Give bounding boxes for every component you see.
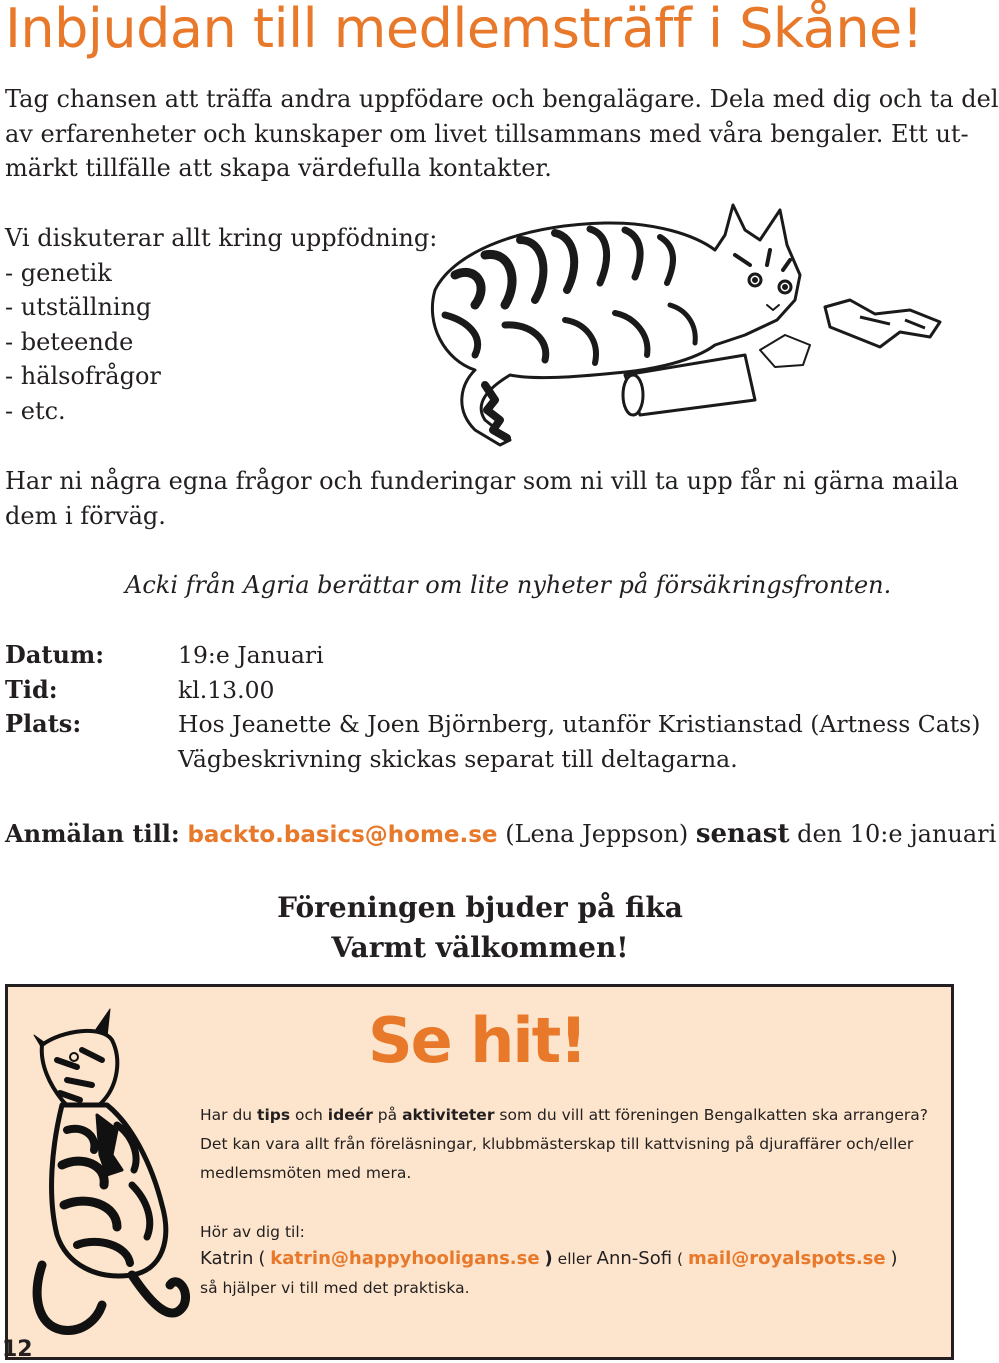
place-note-row xyxy=(5,742,960,777)
signup-contact: (Lena Jeppson) xyxy=(505,820,689,848)
page-title: Inbjudan till medlemsträff i Skåne! xyxy=(5,0,923,60)
paren-close: ) xyxy=(544,1248,553,1269)
questions-paragraph xyxy=(5,464,959,533)
paper-scrap-icon xyxy=(820,292,950,362)
or-text: eller xyxy=(557,1250,592,1268)
signup-email-link[interactable]: backto.basics@home.se xyxy=(187,822,498,848)
tips-text: på xyxy=(372,1106,403,1124)
se-hit-headline: Se hit! xyxy=(368,1004,586,1077)
signup-line xyxy=(5,816,996,853)
topics-heading: Vi diskuterar allt kring uppfödning: xyxy=(5,224,438,252)
intro-line: märkt tillfälle att skapa värdefulla kontakter. xyxy=(5,154,552,182)
contact-closing: så hjälper vi till med det praktiska. xyxy=(200,1279,470,1297)
tips-text: som du vill att föreningen Bengalkatten ska arrangera? xyxy=(494,1106,929,1124)
tips-text: Har du xyxy=(200,1106,258,1124)
closing-line-2: Varmt välkommen! xyxy=(331,931,629,964)
contact1-email-link[interactable]: katrin@happyhooligans.se xyxy=(270,1248,540,1269)
tips-text: och xyxy=(290,1106,328,1124)
questions-line: Har ni några egna frågor och funderingar som ni vill ta upp får ni gärna maila xyxy=(5,467,959,495)
topic-item: - hälsofrågor xyxy=(5,362,161,390)
tips-line-3: medlemsmöten med mera. xyxy=(200,1164,412,1182)
contact2-email-link[interactable]: mail@royalspots.se xyxy=(688,1248,886,1269)
closing-line-1: Föreningen bjuder på fika xyxy=(277,891,683,924)
time-label: Tid: xyxy=(5,674,58,704)
topic-item: - utställning xyxy=(5,293,152,321)
time-value: kl.13.00 xyxy=(178,675,275,704)
paren-open: ( xyxy=(677,1250,684,1268)
questions-line: dem i förväg. xyxy=(5,501,166,530)
place-label: Plats: xyxy=(5,709,82,738)
activities-bold: aktiviteter xyxy=(402,1106,495,1124)
closing-message xyxy=(0,888,960,968)
date-label: Datum: xyxy=(5,640,105,669)
contact-line xyxy=(200,1244,898,1274)
paren-close: ) xyxy=(890,1248,898,1269)
contact-intro: Hör av dig til: xyxy=(200,1223,305,1241)
topics-list xyxy=(5,221,438,428)
place-value: Hos Jeanette & Joen Björnberg, utanför Kristianstad (Artness Cats) xyxy=(178,710,981,738)
tips-bold: tips xyxy=(257,1106,291,1124)
place-row xyxy=(5,707,981,742)
agria-note: Acki från Agria berättar om lite nyheter på försäkringsfronten. xyxy=(125,571,892,599)
tips-line-2: Det kan vara allt från föreläsningar, klubbmästerskap till kattvisning på djuraffärer och/eller xyxy=(200,1135,914,1153)
cat-illustration xyxy=(415,195,815,455)
ideas-bold: ideér xyxy=(327,1106,373,1124)
intro-line: av erfarenheter och kunskaper om livet tillsammans med våra bengaler. Ett ut- xyxy=(5,119,969,148)
topic-item: - etc. xyxy=(5,396,66,425)
topic-item: - genetik xyxy=(5,258,112,287)
intro-paragraph xyxy=(5,82,999,186)
signup-label: Anmälan till: xyxy=(5,819,180,848)
contact1-name: Katrin xyxy=(200,1248,254,1269)
date-value: 19:e Januari xyxy=(178,641,324,669)
tribal-cat-illustration xyxy=(22,1005,192,1340)
topic-item: - beteende xyxy=(5,327,134,356)
tips-line-1 xyxy=(200,1101,928,1130)
event-details xyxy=(5,638,981,776)
intro-line: Tag chansen att träffa andra uppfödare och bengalägare. Dela med dig och ta del xyxy=(5,85,999,113)
contact2-name: Ann-Sofi xyxy=(596,1248,673,1269)
signup-emphasis: senast xyxy=(695,819,790,849)
place-note: Vägbeskrivning skickas separat till deltagarna. xyxy=(178,744,738,773)
paren-open: ( xyxy=(258,1248,266,1269)
time-row xyxy=(5,673,960,708)
page-number: 12 xyxy=(2,1337,33,1362)
date-row xyxy=(5,638,960,673)
signup-deadline: den 10:e januari xyxy=(797,820,997,848)
